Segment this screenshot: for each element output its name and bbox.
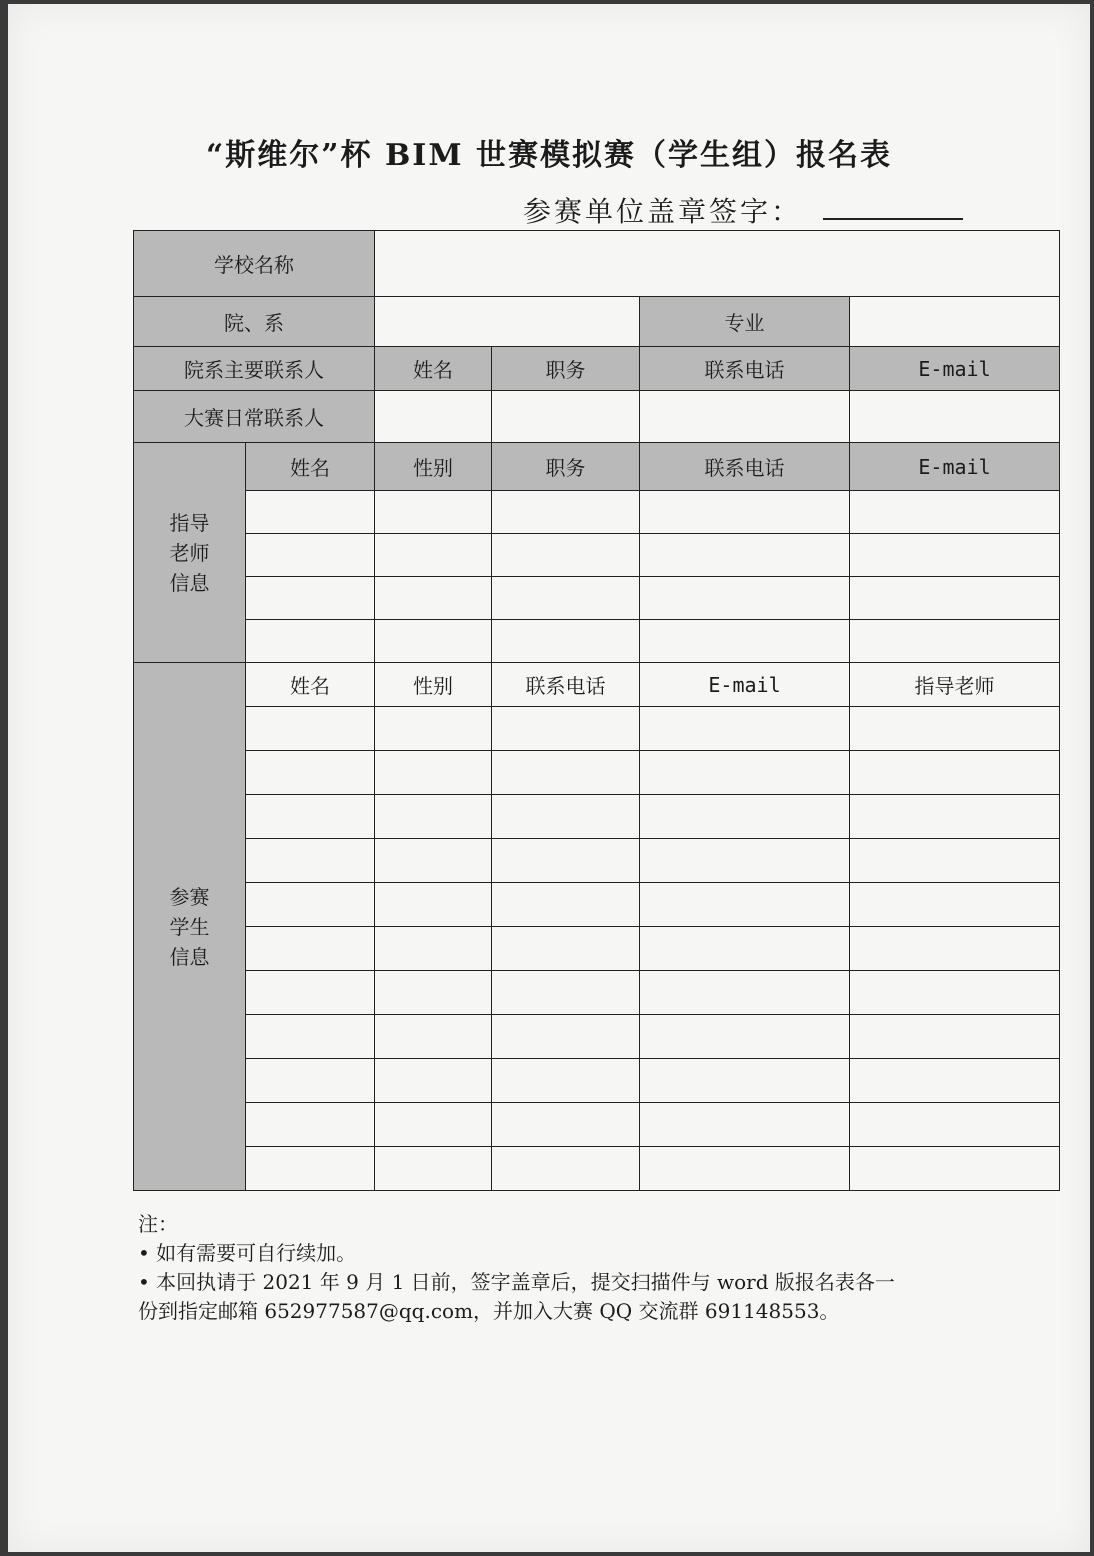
teacher-cell[interactable] (640, 534, 850, 577)
teacher-section-text: 指导 老师 信息 (169, 510, 210, 595)
student-cell[interactable] (850, 1015, 1060, 1059)
form-title: “斯维尔”杯 BIM 世赛模拟赛（学生组）报名表 (206, 138, 892, 173)
student-cell[interactable] (640, 883, 850, 927)
student-cell[interactable] (492, 971, 640, 1015)
student-cell[interactable] (246, 1059, 375, 1103)
student-cell[interactable] (850, 971, 1060, 1015)
note-line: 份到指定邮箱 652977587@qq.com，并加入大赛 QQ 交流群 691148553。 (138, 1299, 840, 1323)
student-cell[interactable] (246, 1103, 375, 1147)
student-cell[interactable] (850, 707, 1060, 751)
student-cell[interactable] (492, 1103, 640, 1147)
student-cell[interactable] (492, 839, 640, 883)
teacher-row (134, 577, 1060, 620)
student-row (134, 839, 1060, 883)
teacher-section-label (134, 443, 246, 663)
teacher-cell[interactable] (375, 491, 492, 534)
student-cell[interactable] (375, 707, 492, 751)
student-cell[interactable] (375, 971, 492, 1015)
teacher-cell[interactable] (246, 620, 375, 663)
student-cell[interactable] (246, 795, 375, 839)
student-cell[interactable] (375, 1147, 492, 1191)
student-name-header: 姓名 (246, 663, 375, 707)
note-line: • 如有需要可自行续加。 (138, 1241, 357, 1265)
student-cell[interactable] (640, 839, 850, 883)
teacher-row (134, 491, 1060, 534)
student-cell[interactable] (850, 751, 1060, 795)
teacher-cell[interactable] (246, 491, 375, 534)
student-cell[interactable] (640, 707, 850, 751)
teacher-cell[interactable] (375, 620, 492, 663)
student-cell[interactable] (375, 927, 492, 971)
student-cell[interactable] (375, 883, 492, 927)
student-cell[interactable] (246, 927, 375, 971)
student-cell[interactable] (492, 927, 640, 971)
student-cell[interactable] (492, 795, 640, 839)
student-cell[interactable] (492, 883, 640, 927)
student-email-header: E-mail (640, 663, 850, 707)
student-cell[interactable] (375, 795, 492, 839)
student-cell[interactable] (375, 839, 492, 883)
teacher-cell[interactable] (246, 577, 375, 620)
student-row (134, 751, 1060, 795)
daily-contact-label: 大赛日常联系人 (134, 391, 375, 443)
student-cell[interactable] (640, 1015, 850, 1059)
student-phone-header: 联系电话 (492, 663, 640, 707)
teacher-cell[interactable] (492, 577, 640, 620)
student-row (134, 883, 1060, 927)
teacher-phone-header: 联系电话 (640, 443, 850, 491)
teacher-cell[interactable] (640, 620, 850, 663)
student-cell[interactable] (375, 1015, 492, 1059)
student-cell[interactable] (850, 1147, 1060, 1191)
teacher-cell[interactable] (492, 491, 640, 534)
teacher-cell[interactable] (640, 577, 850, 620)
teacher-name-header: 姓名 (246, 443, 375, 491)
student-cell[interactable] (246, 707, 375, 751)
daily-contact-phone-field[interactable] (640, 391, 850, 443)
student-cell[interactable] (492, 1059, 640, 1103)
student-cell[interactable] (246, 839, 375, 883)
department-label: 院、系 (134, 297, 375, 347)
student-section-label (134, 663, 246, 1191)
student-advisor-header: 指导老师 (850, 663, 1060, 707)
teacher-gender-header: 性别 (375, 443, 492, 491)
student-cell[interactable] (640, 927, 850, 971)
contact-email-header: E-mail (850, 347, 1060, 391)
teacher-cell[interactable] (850, 534, 1060, 577)
teacher-email-header: E-mail (850, 443, 1060, 491)
student-cell[interactable] (246, 1147, 375, 1191)
student-row (134, 795, 1060, 839)
teacher-cell[interactable] (492, 620, 640, 663)
daily-contact-position-field[interactable] (492, 391, 640, 443)
student-row (134, 927, 1060, 971)
student-cell[interactable] (375, 1103, 492, 1147)
student-cell[interactable] (640, 971, 850, 1015)
student-cell[interactable] (640, 1059, 850, 1103)
student-cell[interactable] (492, 707, 640, 751)
teacher-cell[interactable] (246, 534, 375, 577)
student-cell[interactable] (246, 1015, 375, 1059)
student-cell[interactable] (640, 1103, 850, 1147)
school-name-field[interactable] (375, 231, 1060, 297)
teacher-cell[interactable] (492, 534, 640, 577)
notes-heading: 注： (138, 1212, 178, 1236)
student-row (134, 1147, 1060, 1191)
teacher-cell[interactable] (375, 534, 492, 577)
student-cell[interactable] (850, 1103, 1060, 1147)
student-cell[interactable] (850, 795, 1060, 839)
teacher-cell[interactable] (640, 491, 850, 534)
student-cell[interactable] (640, 795, 850, 839)
student-cell[interactable] (375, 1059, 492, 1103)
student-cell[interactable] (850, 883, 1060, 927)
student-cell[interactable] (492, 1147, 640, 1191)
student-cell[interactable] (246, 971, 375, 1015)
major-field[interactable] (850, 297, 1060, 347)
student-row (134, 971, 1060, 1015)
student-gender-header: 性别 (375, 663, 492, 707)
daily-contact-name-field[interactable] (375, 391, 492, 443)
student-cell[interactable] (640, 751, 850, 795)
contact-name-header: 姓名 (375, 347, 492, 391)
signature-line (823, 218, 963, 220)
notes-section (138, 1210, 998, 1326)
teacher-cell[interactable] (850, 491, 1060, 534)
student-cell[interactable] (492, 1015, 640, 1059)
student-cell[interactable] (850, 1059, 1060, 1103)
teacher-cell[interactable] (850, 577, 1060, 620)
student-cell[interactable] (246, 883, 375, 927)
student-cell[interactable] (246, 751, 375, 795)
note-line: • 本回执请于 2021 年 9 月 1 日前，签字盖章后，提交扫描件与 word 版报名表各一 (138, 1270, 895, 1294)
teacher-row (134, 620, 1060, 663)
stamp-signature-label: 参赛单位盖章签字： (523, 195, 803, 228)
student-cell[interactable] (640, 1147, 850, 1191)
teacher-position-header: 职务 (492, 443, 640, 491)
student-cell[interactable] (375, 751, 492, 795)
student-row (134, 1103, 1060, 1147)
teacher-cell[interactable] (850, 620, 1060, 663)
daily-contact-email-field[interactable] (850, 391, 1060, 443)
student-row (134, 1059, 1060, 1103)
student-cell[interactable] (492, 751, 640, 795)
department-field[interactable] (375, 297, 640, 347)
contact-phone-header: 联系电话 (640, 347, 850, 391)
registration-table (133, 230, 1060, 1191)
student-cell[interactable] (850, 927, 1060, 971)
student-row (134, 1015, 1060, 1059)
teacher-row (134, 534, 1060, 577)
major-label: 专业 (640, 297, 850, 347)
contact-position-header: 职务 (492, 347, 640, 391)
teacher-cell[interactable] (375, 577, 492, 620)
student-row (134, 707, 1060, 751)
school-name-label: 学校名称 (134, 231, 375, 297)
student-section-text: 参赛 学生 信息 (169, 884, 210, 969)
student-cell[interactable] (850, 839, 1060, 883)
main-contact-label: 院系主要联系人 (134, 347, 375, 391)
